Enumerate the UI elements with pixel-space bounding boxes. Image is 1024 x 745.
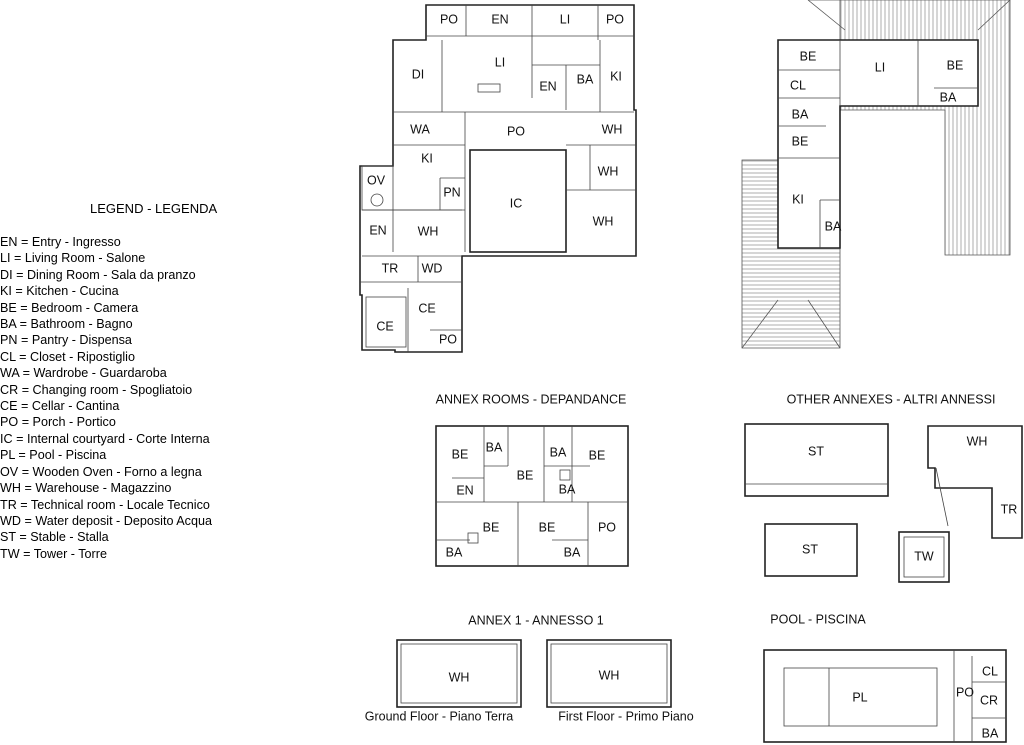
room-label: BE: [791, 134, 809, 149]
room-label: BA: [939, 90, 957, 105]
room-label: BA: [824, 219, 842, 234]
room-label: ST: [808, 444, 824, 459]
room-label: CE: [376, 319, 394, 334]
legend-item: PN = Pantry - Dispensa: [0, 333, 132, 348]
room-label: BA: [791, 107, 809, 122]
room-label: BA: [485, 440, 503, 455]
room-label: PO: [506, 124, 526, 139]
legend-item: OV = Wooden Oven - Forno a legna: [0, 464, 202, 479]
room-label: EN: [491, 12, 509, 27]
room-label: TR: [1000, 502, 1018, 517]
room-label: CR: [979, 693, 999, 708]
main-upper-floor-plan: [742, 0, 1010, 348]
room-label: BA: [563, 545, 581, 560]
room-label: PO: [605, 12, 625, 27]
room-label: WD: [421, 261, 443, 276]
room-label: BE: [451, 447, 469, 462]
room-label: WH: [448, 670, 470, 685]
room-label: KI: [792, 192, 804, 207]
legend-item: WD = Water deposit - Deposito Acqua: [0, 513, 212, 528]
room-label: LI: [874, 60, 886, 75]
legend-item: TR = Technical room - Locale Tecnico: [0, 497, 210, 512]
room-label: CL: [982, 664, 998, 679]
legend-item: TW = Tower - Torre: [0, 546, 107, 561]
section-title-annex1: ANNEX 1 - ANNESSO 1: [468, 613, 604, 628]
legend-item: LI = Living Room - Salone: [0, 251, 146, 266]
room-label: BA: [549, 445, 567, 460]
room-label: WH: [597, 164, 619, 179]
pool-plan: [764, 650, 1006, 742]
legend-item: CL = Closet - Ripostiglio: [0, 349, 135, 364]
room-label: BA: [981, 726, 999, 741]
room-label: PO: [597, 520, 617, 535]
legend-item: BA = Bathroom - Bagno: [0, 317, 133, 332]
legend-item: EN = Entry - Ingresso: [0, 235, 121, 249]
room-label: ST: [802, 542, 818, 557]
room-label: LI: [494, 55, 506, 70]
room-label: BE: [538, 520, 556, 535]
room-label: KI: [421, 151, 433, 166]
room-label: BE: [482, 520, 500, 535]
room-label: EN: [456, 483, 474, 498]
room-label: EN: [539, 79, 557, 94]
legend-item: IC = Internal courtyard - Corte Interna: [0, 431, 210, 446]
legend-item: WA = Wardrobe - Guardaroba: [0, 366, 167, 381]
room-label: KI: [610, 69, 622, 84]
room-label: BA: [576, 72, 594, 87]
room-label: PO: [439, 12, 459, 27]
room-label: BA: [558, 482, 576, 497]
caption-first-floor: First Floor - Primo Piano: [558, 709, 694, 724]
legend-title: LEGEND - LEGENDA: [90, 201, 218, 216]
legend-item: ST = Stable - Stalla: [0, 530, 109, 545]
section-title-other-annexes: OTHER ANNEXES - ALTRI ANNESSI: [786, 392, 996, 407]
room-label: BE: [588, 448, 606, 463]
legend-item: CR = Changing room - Spogliatoio: [0, 382, 193, 397]
legend-item: BE = Bedroom - Camera: [0, 300, 139, 315]
room-label: OV: [366, 173, 386, 188]
room-label: PO: [438, 332, 458, 347]
room-label: TR: [381, 261, 399, 276]
legend-item: DI = Dining Room - Sala da pranzo: [0, 267, 196, 282]
room-label: WH: [592, 214, 614, 229]
legend-item: WH = Warehouse - Magazzino: [0, 481, 172, 496]
room-label: PL: [852, 690, 868, 705]
room-label: BE: [799, 49, 817, 64]
legend-item: PL = Pool - Piscina: [0, 448, 107, 463]
room-label: PO: [955, 685, 975, 700]
legend-item: KI = Kitchen - Cucina: [0, 284, 119, 299]
room-label: TW: [914, 549, 934, 564]
legend-item: PO = Porch - Portico: [0, 415, 116, 430]
annex-rooms-plan: [436, 426, 628, 566]
caption-ground-floor: Ground Floor - Piano Terra: [364, 709, 514, 724]
room-label: BA: [445, 545, 463, 560]
room-label: DI: [411, 67, 425, 82]
other-annexes-plan: [745, 424, 1022, 582]
room-label: WH: [601, 122, 623, 137]
room-label: BE: [516, 468, 534, 483]
room-label: WH: [966, 434, 988, 449]
room-label: WA: [410, 122, 430, 137]
room-label: CL: [790, 78, 806, 93]
room-label: WH: [417, 224, 439, 239]
room-label: EN: [369, 223, 387, 238]
room-label: IC: [509, 196, 523, 211]
room-label: BE: [946, 58, 964, 73]
room-label: LI: [559, 12, 571, 27]
main-ground-floor-plan: [360, 5, 636, 352]
legend-item: CE = Cellar - Cantina: [0, 399, 120, 414]
room-label: PN: [443, 185, 461, 200]
room-label: WH: [598, 668, 620, 683]
section-title-pool: POOL - PISCINA: [770, 612, 866, 627]
room-label: CE: [418, 301, 436, 316]
section-title-annex-rooms: ANNEX ROOMS - DEPANDANCE: [435, 392, 627, 407]
annex1-plans: [397, 640, 671, 707]
